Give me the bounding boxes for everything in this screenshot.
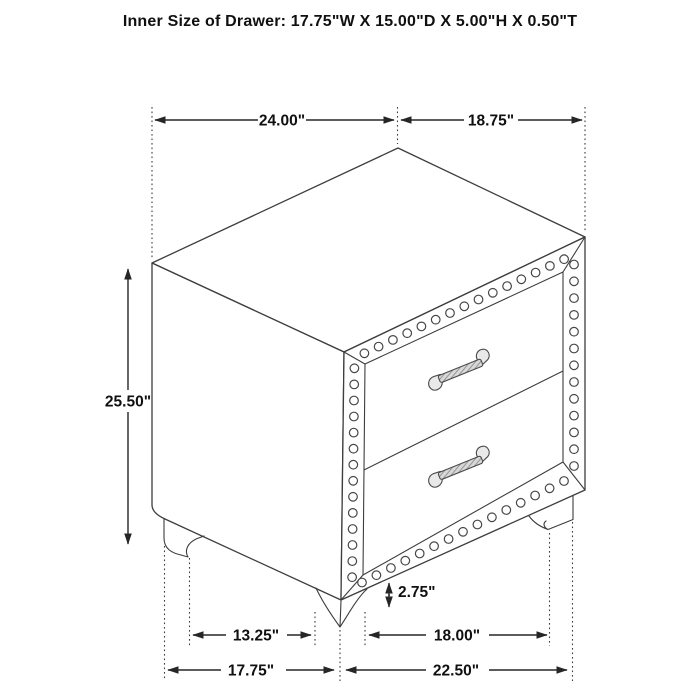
dimension-leg-span-side: [193, 628, 311, 645]
dim-label-leg-height: 2.75": [398, 584, 436, 601]
dim-label-leg-span-front: 18.00": [433, 627, 481, 645]
dim-label-leg-span-side: 13.25": [232, 627, 280, 645]
dim-label-top-width: 24.00": [258, 112, 306, 130]
dimension-top-width: [155, 113, 394, 130]
dimension-base-depth: [168, 663, 334, 680]
dim-label-height: 25.50": [104, 393, 152, 411]
dimension-top-depth: [401, 113, 582, 130]
cabinet-body: [152, 148, 585, 627]
diagram-title: Inner Size of Drawer: 17.75"W X 15.00"D X 5.00"H X 0.50"T: [122, 13, 578, 30]
dimension-leg-span-front: [369, 628, 547, 645]
dim-label-base-width: 22.50": [432, 662, 480, 680]
dim-label-base-depth: 17.75": [227, 662, 275, 680]
dimension-base-width: [346, 663, 567, 680]
dimension-leg-height: [389, 583, 436, 607]
dim-label-top-depth: 18.75": [467, 112, 515, 130]
dimension-height: [105, 269, 151, 544]
